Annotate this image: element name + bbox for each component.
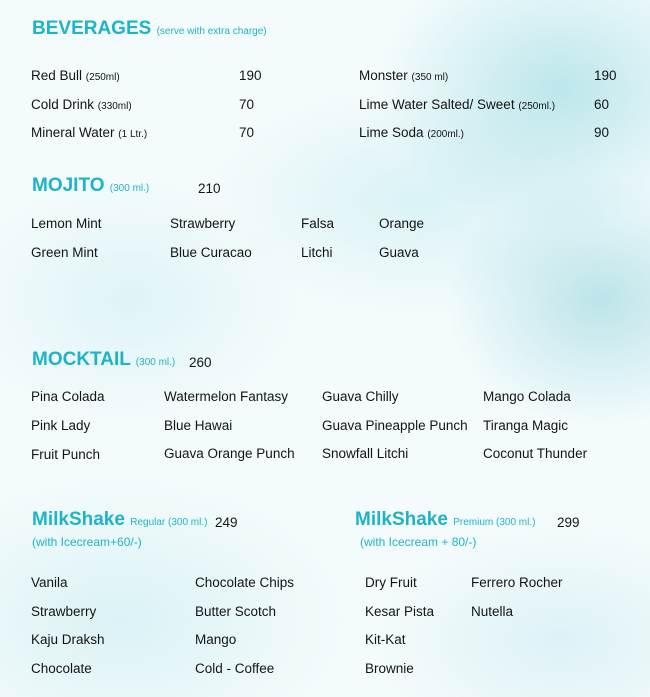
flavor-item: Dry Fruit: [365, 575, 417, 590]
flavor-item: Kit-Kat: [365, 632, 406, 647]
flavor-item: Guava: [379, 245, 419, 260]
mocktail-heading: [32, 349, 175, 371]
flavor-item: Lemon Mint: [31, 216, 102, 231]
menu-item: Lime Soda (200ml.): [359, 125, 464, 140]
mocktail-price: 260: [189, 355, 212, 370]
flavor-item: Kesar Pista: [365, 604, 435, 619]
flavor-item: Pink Lady: [31, 418, 91, 433]
mojito-title: MOJITO: [32, 175, 105, 196]
flavor-item: Falsa: [301, 216, 335, 231]
milkshake-regular-tier: Regular (300 ml.): [130, 517, 208, 528]
beverages-note: (serve with extra charge): [156, 26, 267, 37]
milkshake-premium-heading: [355, 509, 535, 531]
item-price: 90: [594, 125, 610, 140]
milkshake-premium-title: MilkShake: [355, 509, 448, 530]
flavor-item: Butter Scotch: [195, 604, 277, 619]
flavor-item: Mango: [195, 632, 237, 647]
flavor-item: Coconut Thunder: [483, 446, 588, 461]
flavor-item: Cold - Coffee: [195, 661, 275, 676]
milkshake-premium-addon: (with Icecream + 80/-): [360, 535, 477, 549]
flavor-item: Snowfall Litchi: [322, 446, 409, 461]
flavor-item: Chocolate Chips: [195, 575, 295, 590]
flavor-item: Strawberry: [31, 604, 97, 619]
mojito-price: 210: [198, 181, 221, 196]
flavor-item: Tiranga Magic: [483, 418, 569, 433]
mocktail-size: (300 ml.): [135, 357, 176, 368]
flavor-item: Guava Chilly: [322, 389, 399, 404]
flavor-item: Ferrero Rocher: [471, 575, 563, 590]
mojito-size: (300 ml.): [109, 183, 150, 194]
item-price: 190: [239, 68, 262, 83]
mocktail-title: MOCKTAIL: [32, 349, 131, 370]
flavor-item: Nutella: [471, 604, 514, 619]
flavor-item: Pina Colada: [31, 389, 105, 404]
flavor-item: Guava Orange Punch: [164, 446, 295, 461]
flavor-item: Mango Colada: [483, 389, 571, 404]
flavor-item: Blue Hawai: [164, 418, 233, 433]
menu-item: Red Bull (250ml): [31, 68, 120, 83]
item-price: 60: [594, 97, 610, 112]
flavor-item: Fruit Punch: [31, 447, 101, 462]
flavor-item: Strawberry: [170, 216, 236, 231]
beverages-title: BEVERAGES: [32, 18, 152, 39]
flavor-item: Guava Pineapple Punch: [322, 418, 468, 433]
flavor-item: Kaju Draksh: [31, 632, 105, 647]
menu-item: Monster (350 ml): [359, 68, 449, 83]
menu-item: Cold Drink (330ml): [31, 97, 132, 112]
milkshake-premium-price: 299: [557, 515, 580, 530]
item-price: 70: [239, 125, 255, 140]
milkshake-regular-title: MilkShake: [32, 509, 125, 530]
flavor-item: Orange: [379, 216, 425, 231]
flavor-item: Watermelon Fantasy: [164, 389, 289, 404]
mojito-heading: [32, 175, 149, 197]
flavor-item: Chocolate: [31, 661, 92, 676]
milkshake-premium-tier: Premium (300 ml.): [453, 517, 536, 528]
flavor-item: Litchi: [301, 245, 333, 260]
milkshake-regular-addon: (with Icecream+60/-): [32, 535, 142, 549]
flavor-item: Brownie: [365, 661, 414, 676]
flavor-item: Vanila: [31, 575, 68, 590]
menu-item: Mineral Water (1 Ltr.): [31, 125, 148, 140]
menu-item: Lime Water Salted/ Sweet (250ml.): [359, 97, 556, 112]
item-price: 70: [239, 97, 255, 112]
milkshake-regular-heading: [32, 509, 207, 531]
flavor-item: Green Mint: [31, 245, 98, 260]
item-price: 190: [594, 68, 617, 83]
flavor-item: Blue Curacao: [170, 245, 252, 260]
milkshake-regular-price: 249: [215, 515, 238, 530]
beverages-heading: [32, 18, 267, 40]
